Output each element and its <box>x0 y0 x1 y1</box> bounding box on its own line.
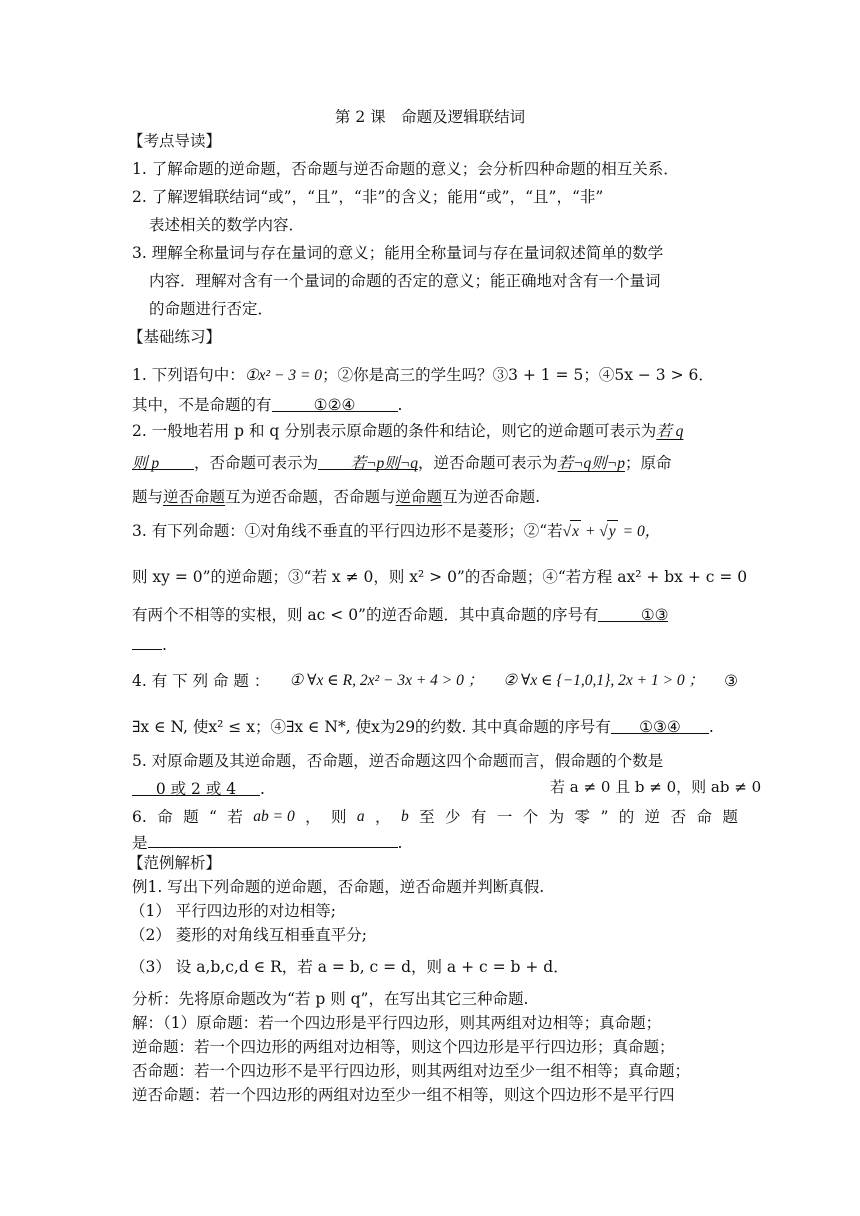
q5-answer: 0 或 2 或 4 <box>155 780 237 798</box>
q2-answer-inverse: 若¬p则¬q <box>350 455 419 472</box>
q2-answer-converse-blank[interactable] <box>132 452 194 470</box>
q1-stmt1: ①x² − 3 = 0 <box>244 367 323 384</box>
q4-answer: ①③④ <box>639 718 681 736</box>
q2-answer-4: 逆否命题 <box>163 488 226 506</box>
question-3: 3. 有下列命题：①对角线不垂直的平行四边形不是菱形；②“若√x + √y = 0， <box>132 520 738 543</box>
q2-answer-inverse-blank[interactable] <box>318 452 418 470</box>
question-4-line2: ∃x ∈ N, 使x² ≤ x；④∃x ∈ N*, 使x为29的约数. 其中真命题的序号有 ①③④ . <box>132 718 714 736</box>
q6-answer-floating: 若 a ≠ 0 且 b ≠ 0，则 ab ≠ 0 <box>550 778 762 796</box>
section-heading-jichu: 【基础练习】 <box>128 328 222 346</box>
q4-answer-blank[interactable] <box>611 716 709 734</box>
q2-answer-contrapositive: 若¬q则¬p <box>557 455 625 472</box>
question-3-line2: 则 xy = 0”的逆命题；③“若 x ≠ 0，则 x² > 0”的否命题；④“若方程 ax² + bx + c = 0 <box>132 568 748 586</box>
q1-lead: 1. 下列语句中： <box>132 366 245 384</box>
q1-answer: ①②④ <box>313 396 356 414</box>
question-4: 4. 有 下 列 命 题 ： ① ∀x ∈ R, 2x² − 3x + 4 > 0 ； ② ∀x ∈ {−1,0,1}, 2x + 1 > 0 ； ③ <box>132 672 738 690</box>
q5-answer-blank[interactable] <box>132 778 260 796</box>
question-1-line2: 其中，不是命题的有 ①②④ . <box>132 396 403 414</box>
guide-item-1: 1. 了解命题的逆命题，否命题与逆否命题的意义；会分析四种命题的相互关系． <box>132 160 679 178</box>
example-1-part-1: （1） 平行四边形的对边相等; <box>130 902 337 920</box>
question-1 <box>132 364 738 387</box>
q2-answer-converse-b: 则 p <box>132 455 160 472</box>
solution-line-4: 逆否命题：若一个四边形的两组对边至少一组不相等，则这个四边形不是平行四 <box>132 1086 675 1104</box>
q3-answer: ①③ <box>640 606 669 624</box>
question-3-line4: . <box>132 632 738 656</box>
q1-stmt-rest: ；②你是高三的学生吗？③3 + 1 = 5；④5x − 3 > 6． <box>322 366 714 384</box>
q1-answer-blank[interactable] <box>272 394 398 412</box>
guide-item-3-cont2: 的命题进行否定． <box>149 300 274 318</box>
section-heading-fanli: 【范例解析】 <box>128 854 222 872</box>
question-3-line3: 有两个不相等的实根，则 ac < 0”的逆否命题．其中真命题的序号有 ①③ <box>132 606 669 624</box>
solution-line-2: 逆命题：若一个四边形的两组对边相等，则这个四边形是平行四边形；真命题； <box>132 1038 675 1056</box>
example-1-part-3: （3） 设 a,b,c,d ∈ R，若 a = b, c = d，则 a + c = b + d． <box>130 958 569 976</box>
question-2-line3: 题与逆否命题互为逆否命题，否命题与逆命题互为逆否命题. <box>132 488 540 506</box>
q3-answer-blank-cont[interactable] <box>132 632 162 650</box>
q6-answer-blank[interactable] <box>148 830 398 848</box>
example-1-heading: 例1. 写出下列命题的逆命题，否命题，逆否命题并判断真假. <box>132 878 545 896</box>
guide-item-2-cont: 表述相关的数学内容． <box>149 216 305 234</box>
question-5: 5. 对原命题及其逆命题，否命题，逆否命题这四个命题而言，假命题的个数是 <box>132 752 664 770</box>
section-heading-kaodian: 【考点导读】 <box>128 132 222 150</box>
question-5-line2: 0 或 2 或 4 . <box>132 778 738 800</box>
question-2: 2. 一般地若用 p 和 q 分别表示原命题的条件和结论，则它的逆命题可表示为若 q <box>132 422 684 440</box>
guide-item-3-cont1: 内容．理解对含有一个量词的命题的否定的意义；能正确地对含有一个量词 <box>149 272 661 290</box>
question-6: 6. 命 题 “ 若 ab = 0 ， 则 a ， b 至 少 有 一 个 为 零 ” 的 逆 否 命 题 <box>132 808 738 826</box>
example-1-analysis: 分析：先将原命题改为“若 p 则 q”，在写出其它三种命题. <box>132 990 529 1008</box>
guide-item-3: 3. 理解全称量词与存在量词的意义；能用全称量词与存在量词叙述简单的数学 <box>132 244 664 262</box>
q2-answer-converse-a: 若 q <box>656 423 684 440</box>
question-6-line2: 是 . <box>132 830 738 854</box>
question-2-line2: 则 p ，否命题可表示为 若¬p则¬q，逆否命题可表示为若¬q则¬p；原命 <box>132 454 672 472</box>
q3-answer-blank[interactable] <box>598 604 668 622</box>
solution-line-3: 否命题：若一个四边形不是平行四边形，则其两组对边至少一组不相等；真命题； <box>132 1062 691 1080</box>
solution-line-1: 解：（1）原命题：若一个四边形是平行四边形，则其两组对边相等；真命题； <box>132 1014 662 1032</box>
example-1-part-2: （2） 菱形的对角线互相垂直平分; <box>130 926 368 944</box>
page-title: 第 2 课 命题及逻辑联结词 <box>334 108 526 126</box>
q2-answer-5: 逆命题 <box>395 488 443 506</box>
guide-item-2: 2. 了解逻辑联结词“或”，“且”，“非”的含义；能用“或”，“且”，“非” <box>132 188 604 206</box>
